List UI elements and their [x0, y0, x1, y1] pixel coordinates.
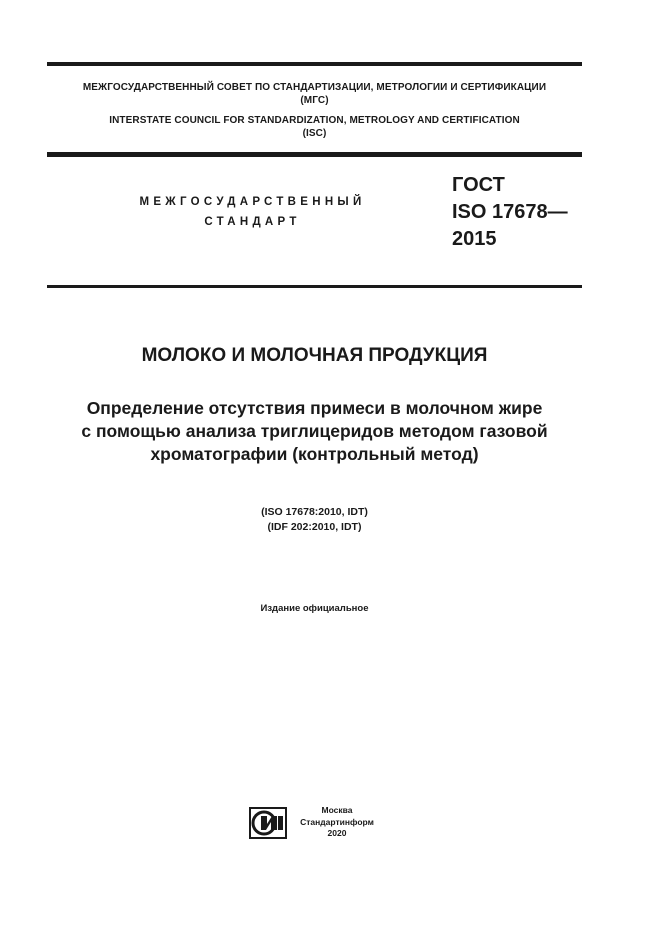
designation-line3: 2015	[452, 228, 497, 250]
council-name-ru	[47, 81, 582, 107]
designation-line1: ГОСТ	[452, 174, 505, 196]
council-name-en	[47, 114, 582, 140]
subtitle-line3: хроматографии (контрольный метод)	[150, 444, 479, 464]
edition-note: Издание официальное	[260, 603, 369, 614]
top-rule	[47, 62, 582, 66]
standard-type	[120, 192, 385, 232]
imprint-city: Москва	[321, 805, 353, 815]
standard-designation	[452, 172, 568, 253]
imprint-year: 2020	[327, 828, 347, 838]
council-abbr-ru: (МГС)	[300, 95, 329, 106]
standard-type-line1: МЕЖГОСУДАРСТВЕННЫЙ	[139, 196, 366, 208]
subtitle-line2: с помощью анализа триглицеридов методом газовой	[81, 421, 548, 441]
designation-line2: ISO 17678—	[452, 201, 568, 223]
standartinform-logo-icon	[249, 807, 287, 839]
standard-type-line2: СТАНДАРТ	[204, 216, 301, 228]
bottom-rule	[47, 285, 582, 288]
council-abbr-en: (ISC)	[302, 128, 327, 139]
iso-reference: (ISO 17678:2010, IDT)	[261, 506, 368, 518]
council-name-en-line1: INTERSTATE COUNCIL FOR STANDARDIZATION, METROLOGY AND CERTIFICATION	[109, 115, 520, 126]
subtitle-line1: Определение отсутствия примеси в молочном жире	[86, 398, 543, 418]
imprint-publisher: Стандартинформ	[300, 816, 374, 827]
international-references	[47, 505, 582, 535]
document-subtitle	[47, 397, 582, 466]
publisher-imprint	[296, 805, 378, 840]
document-title: МОЛОКО И МОЛОЧНАЯ ПРОДУКЦИЯ	[141, 345, 488, 366]
council-name-ru-line1: МЕЖГОСУДАРСТВЕННЫЙ СОВЕТ ПО СТАНДАРТИЗАЦИИ, МЕТРОЛОГИИ И СЕРТИФИКАЦИИ	[82, 82, 547, 93]
idf-reference: (IDF 202:2010, IDT)	[267, 521, 362, 533]
middle-rule	[47, 152, 582, 157]
